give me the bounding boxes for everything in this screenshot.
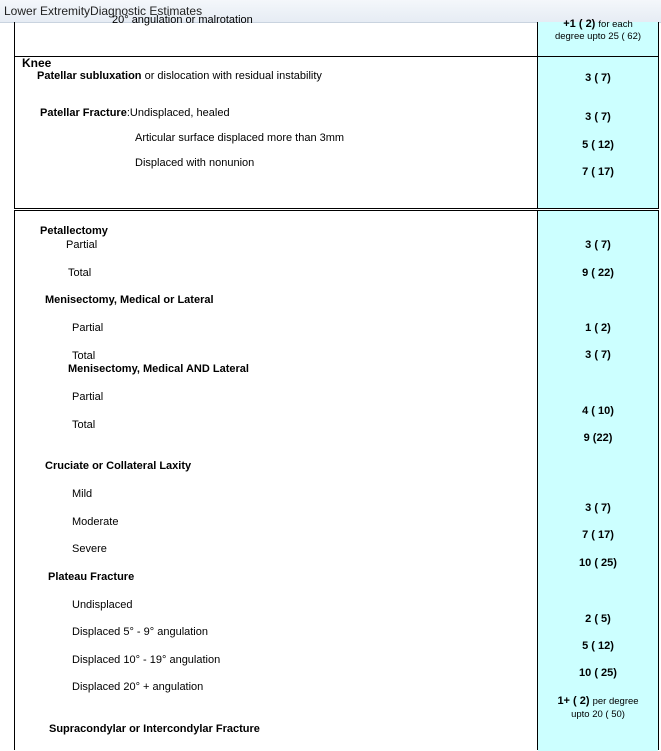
petallectomy-total-value: 9 ( 22) bbox=[582, 267, 614, 279]
plateau-undisplaced-value: 2 ( 5) bbox=[585, 613, 611, 625]
plateau-disp-10-19-value: 10 ( 25) bbox=[579, 667, 617, 679]
clipped-row-text: 20° angulation or malrotation bbox=[112, 14, 253, 26]
menisectomy-both-total-label: Total bbox=[72, 419, 96, 431]
supracondylar-heading: Supracondylar or Intercondylar Fracture bbox=[49, 723, 260, 735]
plateau-disp-10-19-label: Displaced 10° - 19° angulation bbox=[72, 654, 221, 666]
clipped-row-value-line2: degree upto 25 ( 62) bbox=[554, 31, 642, 42]
nonunion-label: Displaced with nonunion bbox=[135, 157, 255, 169]
clipped-row-value-suffix: for each bbox=[598, 19, 633, 30]
window-title: Lower ExtremityDiagnostic Estimates bbox=[4, 4, 203, 18]
patellar-fracture-value: 3 ( 7) bbox=[585, 111, 611, 123]
patellar-fracture-label: Patellar Fracture:Undisplaced, healed bbox=[40, 107, 230, 119]
table-border bbox=[14, 208, 659, 209]
plateau-disp-20-value-line2: upto 20 ( 50) bbox=[571, 709, 625, 720]
petallectomy-heading: Petallectomy bbox=[40, 225, 108, 237]
cruciate-severe-label: Severe bbox=[72, 543, 107, 555]
cruciate-moderate-value: 7 ( 17) bbox=[582, 529, 614, 541]
plateau-disp-20-value bbox=[538, 695, 658, 707]
table-border bbox=[14, 210, 15, 750]
menisectomy-single-heading: Menisectomy, Medical or Lateral bbox=[45, 294, 214, 306]
menisectomy-single-partial-label: Partial bbox=[72, 322, 104, 334]
table-border bbox=[14, 56, 659, 57]
menisectomy-both-partial-value: 4 ( 10) bbox=[582, 405, 614, 417]
table-border bbox=[658, 22, 659, 208]
knee-heading: Knee bbox=[22, 56, 52, 70]
plateau-disp-5-9-value: 5 ( 12) bbox=[582, 640, 614, 652]
table-border bbox=[658, 210, 659, 750]
menisectomy-single-total-value: 3 ( 7) bbox=[585, 349, 611, 361]
cruciate-heading: Cruciate or Collateral Laxity bbox=[45, 460, 192, 472]
plateau-undisplaced-label: Undisplaced bbox=[72, 599, 133, 611]
plateau-disp-20-label: Displaced 20° + angulation bbox=[72, 681, 204, 693]
patellar-subluxation-label: Patellar subluxation or dislocation with residual instability bbox=[37, 70, 322, 82]
menisectomy-single-total-label: Total bbox=[72, 350, 96, 362]
clipped-row-value bbox=[538, 18, 658, 30]
articular-surface-label: Articular surface displaced more than 3mm bbox=[135, 132, 345, 144]
plateau-disp-5-9-label: Displaced 5° - 9° angulation bbox=[72, 626, 208, 638]
clipped-row-value-main: +1 ( 2) bbox=[563, 18, 596, 30]
petallectomy-partial-label: Partial bbox=[66, 239, 98, 251]
cruciate-mild-label: Mild bbox=[72, 488, 93, 500]
plateau-heading: Plateau Fracture bbox=[48, 571, 135, 583]
document-page bbox=[0, 14, 661, 746]
menisectomy-single-partial-value: 1 ( 2) bbox=[585, 322, 611, 334]
cruciate-severe-value: 10 ( 25) bbox=[579, 557, 617, 569]
menisectomy-both-partial-label: Partial bbox=[72, 391, 104, 403]
articular-surface-value: 5 ( 12) bbox=[582, 139, 614, 151]
menisectomy-both-heading: Menisectomy, Medical AND Lateral bbox=[68, 363, 249, 375]
plateau-disp-20-value-suffix: per degree bbox=[592, 696, 639, 707]
petallectomy-total-label: Total bbox=[68, 267, 92, 279]
menisectomy-both-total-value: 9 (22) bbox=[583, 432, 613, 444]
plateau-disp-20-value-main: 1+ ( 2) bbox=[557, 695, 590, 707]
petallectomy-partial-value: 3 ( 7) bbox=[585, 239, 611, 251]
table-border bbox=[14, 22, 15, 208]
cruciate-mild-value: 3 ( 7) bbox=[585, 502, 611, 514]
cruciate-moderate-label: Moderate bbox=[72, 516, 119, 528]
table-border bbox=[14, 210, 659, 211]
nonunion-value: 7 ( 17) bbox=[582, 166, 614, 178]
patellar-subluxation-value: 3 ( 7) bbox=[585, 72, 611, 84]
